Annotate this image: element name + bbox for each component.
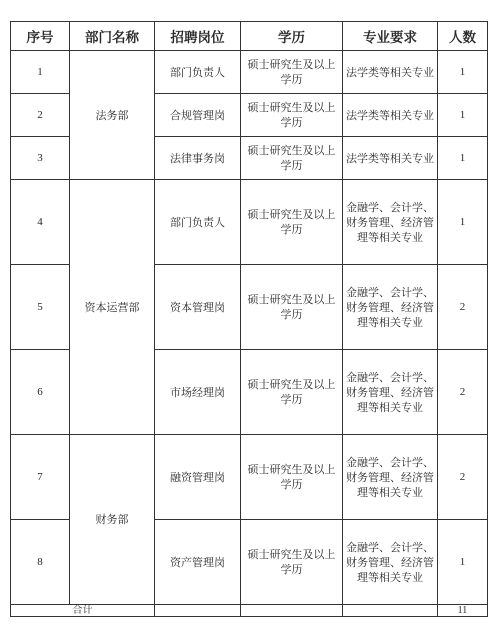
row-count: 1 — [438, 180, 488, 265]
row-position: 资产管理岗 — [155, 520, 241, 605]
row-education: 硕士研究生及以上学历 — [241, 94, 343, 137]
total-empty-cell — [343, 605, 438, 617]
row-education: 硕士研究生及以上学历 — [241, 350, 343, 435]
header-position: 招聘岗位 — [155, 22, 241, 51]
row-seq: 3 — [11, 137, 70, 180]
row-count: 1 — [438, 520, 488, 605]
row-position: 市场经理岗 — [155, 350, 241, 435]
row-major: 金融学、会计学、财务管理、经济管理等相关专业 — [343, 350, 438, 435]
row-education: 硕士研究生及以上学历 — [241, 520, 343, 605]
header-education: 学历 — [241, 22, 343, 51]
total-count: 11 — [438, 605, 488, 617]
total-empty-cell — [241, 605, 343, 617]
row-position: 部门负责人 — [155, 180, 241, 265]
row-major: 金融学、会计学、财务管理、经济管理等相关专业 — [343, 265, 438, 350]
header-seq: 序号 — [11, 22, 70, 51]
row-count: 1 — [438, 51, 488, 94]
row-education: 硕士研究生及以上学历 — [241, 180, 343, 265]
row-seq: 7 — [11, 435, 70, 520]
row-education: 硕士研究生及以上学历 — [241, 51, 343, 94]
row-education: 硕士研究生及以上学历 — [241, 435, 343, 520]
row-seq: 6 — [11, 350, 70, 435]
total-label: 合计 — [11, 605, 155, 617]
row-count: 2 — [438, 350, 488, 435]
row-major: 法学类等相关专业 — [343, 94, 438, 137]
row-major: 法学类等相关专业 — [343, 137, 438, 180]
row-count: 2 — [438, 265, 488, 350]
row-seq: 8 — [11, 520, 70, 605]
row-count: 1 — [438, 94, 488, 137]
row-education: 硕士研究生及以上学历 — [241, 265, 343, 350]
row-position: 部门负责人 — [155, 51, 241, 94]
department-legal: 法务部 — [70, 51, 155, 180]
total-row — [11, 605, 488, 617]
total-empty-cell — [155, 605, 241, 617]
table-row — [11, 435, 488, 520]
row-seq: 2 — [11, 94, 70, 137]
row-seq: 4 — [11, 180, 70, 265]
row-major: 法学类等相关专业 — [343, 51, 438, 94]
header-count: 人数 — [438, 22, 488, 51]
row-major: 金融学、会计学、财务管理、经济管理等相关专业 — [343, 180, 438, 265]
row-position: 融资管理岗 — [155, 435, 241, 520]
header-department: 部门名称 — [70, 22, 155, 51]
department-capital: 资本运营部 — [70, 180, 155, 435]
row-position: 合规管理岗 — [155, 94, 241, 137]
row-position: 法律事务岗 — [155, 137, 241, 180]
row-count: 1 — [438, 137, 488, 180]
table-row — [11, 51, 488, 94]
header-major: 专业要求 — [343, 22, 438, 51]
row-education: 硕士研究生及以上学历 — [241, 137, 343, 180]
row-position: 资本管理岗 — [155, 265, 241, 350]
header-row — [11, 22, 488, 51]
department-finance: 财务部 — [70, 435, 155, 605]
row-seq: 1 — [11, 51, 70, 94]
row-seq: 5 — [11, 265, 70, 350]
row-major: 金融学、会计学、财务管理、经济管理等相关专业 — [343, 435, 438, 520]
table-row — [11, 180, 488, 265]
recruitment-table — [10, 21, 488, 617]
row-major: 金融学、会计学、财务管理、经济管理等相关专业 — [343, 520, 438, 605]
row-count: 2 — [438, 435, 488, 520]
